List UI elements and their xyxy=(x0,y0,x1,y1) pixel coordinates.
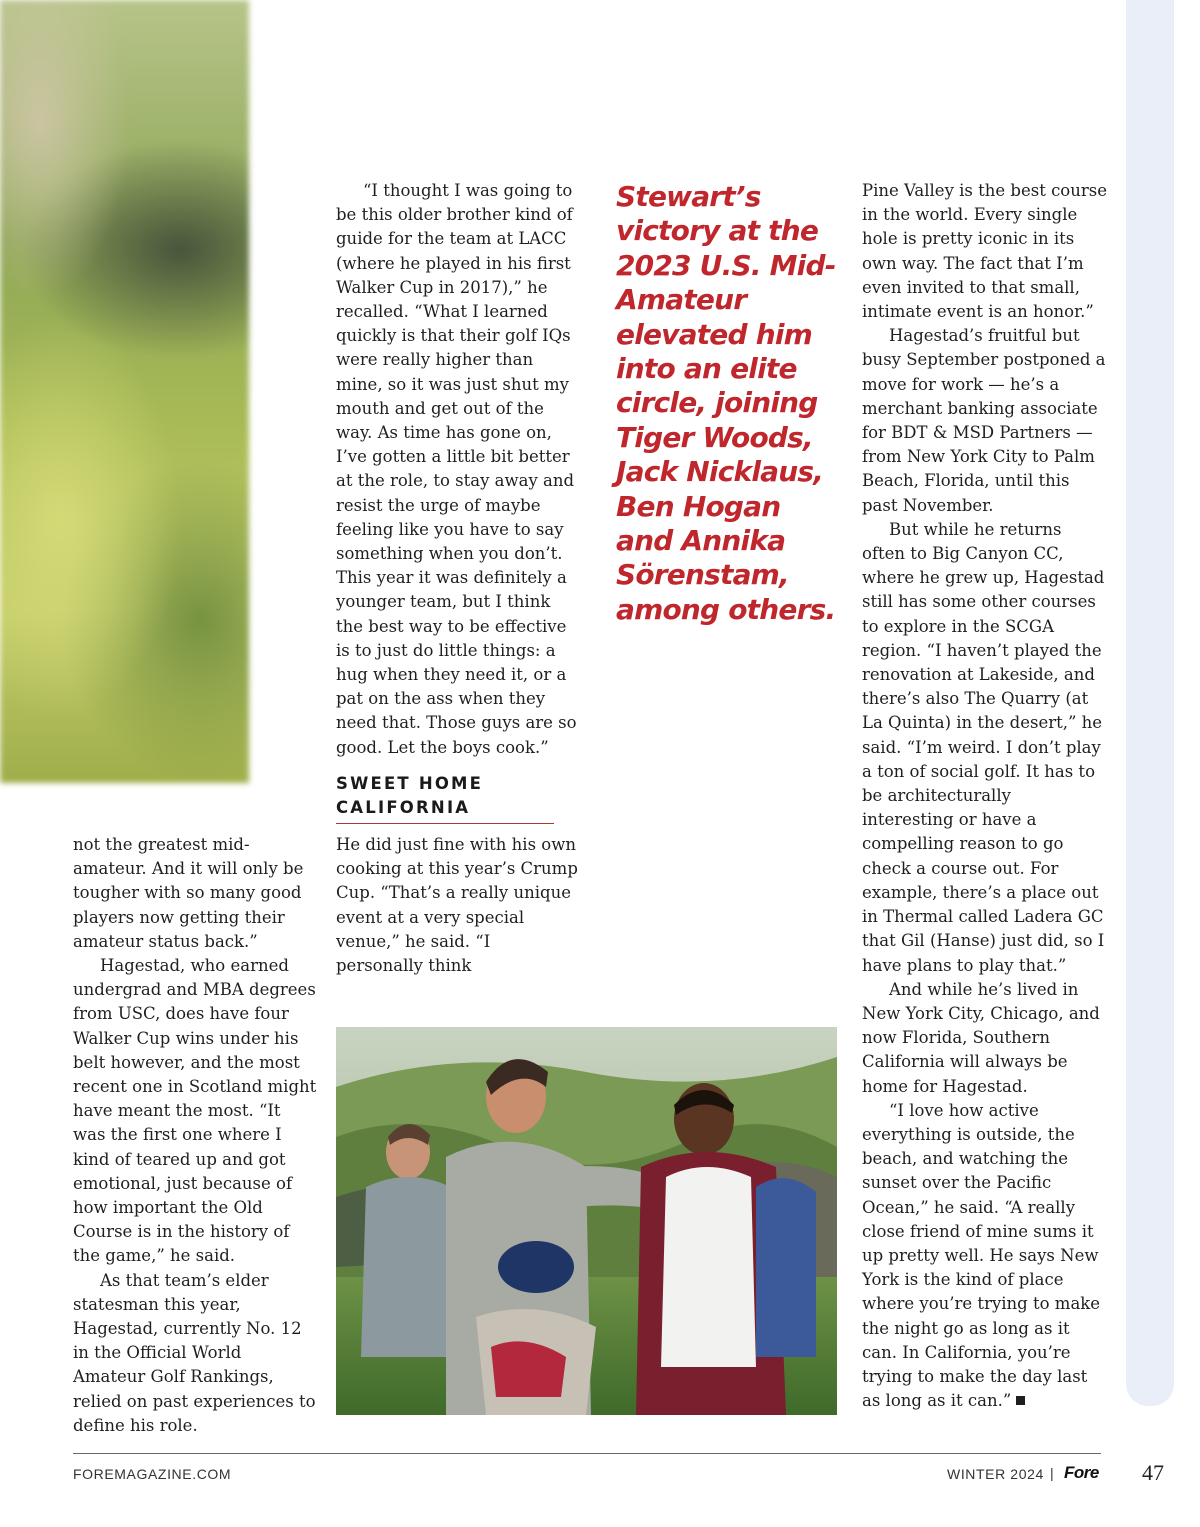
golf-course-photo xyxy=(0,0,249,783)
middle-column-bottom xyxy=(336,833,581,978)
footer-brand-logo: Fore xyxy=(1064,1463,1099,1482)
paragraph: not the greatest mid-amateur. And it will only be tougher with so many good players now getting their amateur status back.” xyxy=(73,835,304,951)
footer-separator: | xyxy=(1050,1465,1054,1481)
paragraph-text: “I love how active everything is outside, the beach, and watching the sunset over the Pacific Ocean,” he said. “A really close friend of mine sums it up pretty well. He says New York is the kind of place where you’re trying to make the night go as long as it can. In California, you’re trying to make the day last as long as it can.” xyxy=(862,1100,1101,1411)
paragraph: But while he returns often to Big Canyon CC, where he grew up, Hagestad still has some other courses to explore in the SCGA region. “I haven’t played the renovation at Lakeside, and there’s also The Quarry (at La Quinta) in the desert,” he said. “I’m weird. I don’t play a ton of social golf. It has to be architecturally interesting or have a compelling reason to go check a course out. For example, there’s a place out in Thermal called Ladera GC that Gil (Hanse) just did, so I have plans to play that.” xyxy=(862,519,1105,975)
paragraph: Hagestad’s fruitful but busy September postponed a move for work — he’s a merchant banking associate for BDT & MSD Partners — from New York City to Palm Beach, Florida, until this past November. xyxy=(862,326,1106,515)
end-mark-icon xyxy=(1016,1396,1025,1405)
paragraph: Pine Valley is the best course in the world. Every single hole is pretty iconic in its own way. The fact that I’m even invited to that small, intimate event is an honor.” xyxy=(862,181,1107,322)
paragraph: Hagestad, who earned undergrad and MBA degrees from USC, does have four Walker Cup wins under his belt however, and the most recent one in Scotland might have meant the most. “It was the first one where I kind of teared up and got emotional, just because of how important the Old Course is in the history of the game,” he said. xyxy=(73,956,317,1266)
page-number: 47 xyxy=(1142,1460,1164,1485)
right-column xyxy=(862,179,1107,1413)
pull-quote: Stewart’s victory at the 2023 U.S. Mid-Amateur elevated him into an elite circle, joining Tiger Woods, Jack Nicklaus, Ben Hogan and Annika Sörenstam, among others. xyxy=(616,180,836,626)
left-column xyxy=(73,833,318,1438)
paragraph: As that team’s elder statesman this year, Hagestad, currently No. 12 in the Official World Amateur Golf Rankings, relied on past experiences to define his role. xyxy=(73,1270,316,1435)
paragraph: “I thought I was going to be this older brother kind of guide for the team at LACC (where he played in his first Walker Cup in 2017),” he recalled. “What I learned quickly is that their golf IQs were really higher than mine, so it was just shut my mouth and get out of the way. As time has gone on, I’ve gotten a little bit better at the role, to stay away and resist the urge of maybe feeling like you have to say something when you don’t. This year it was definitely a younger team, but I think the best way to be effective is to just do little things: a hug when they need it, or a pat on the ass when they need that. Those guys are so good. Let the boys cook.” xyxy=(336,181,577,757)
golfers-celebration-photo xyxy=(336,1027,837,1415)
paragraph: And while he’s lived in New York City, Chicago, and now Florida, Southern California will always be home for Hagestad. xyxy=(862,979,1100,1096)
photo-illustration xyxy=(336,1027,837,1415)
footer-website: FOREMAGAZINE.COM xyxy=(73,1466,232,1482)
footer-rule xyxy=(73,1453,1101,1454)
paragraph: He did just fine with his own cooking at this year’s Crump Cup. “That’s a really unique event at a very special venue,” he said. “I personally think xyxy=(336,835,578,976)
footer-issue: WINTER 2024 xyxy=(947,1466,1044,1482)
section-subhead: SWEET HOME CALIFORNIA xyxy=(336,772,554,824)
paragraph-final xyxy=(862,1099,1107,1414)
page-edge-tab xyxy=(1126,0,1174,1406)
middle-column-top xyxy=(336,179,581,760)
